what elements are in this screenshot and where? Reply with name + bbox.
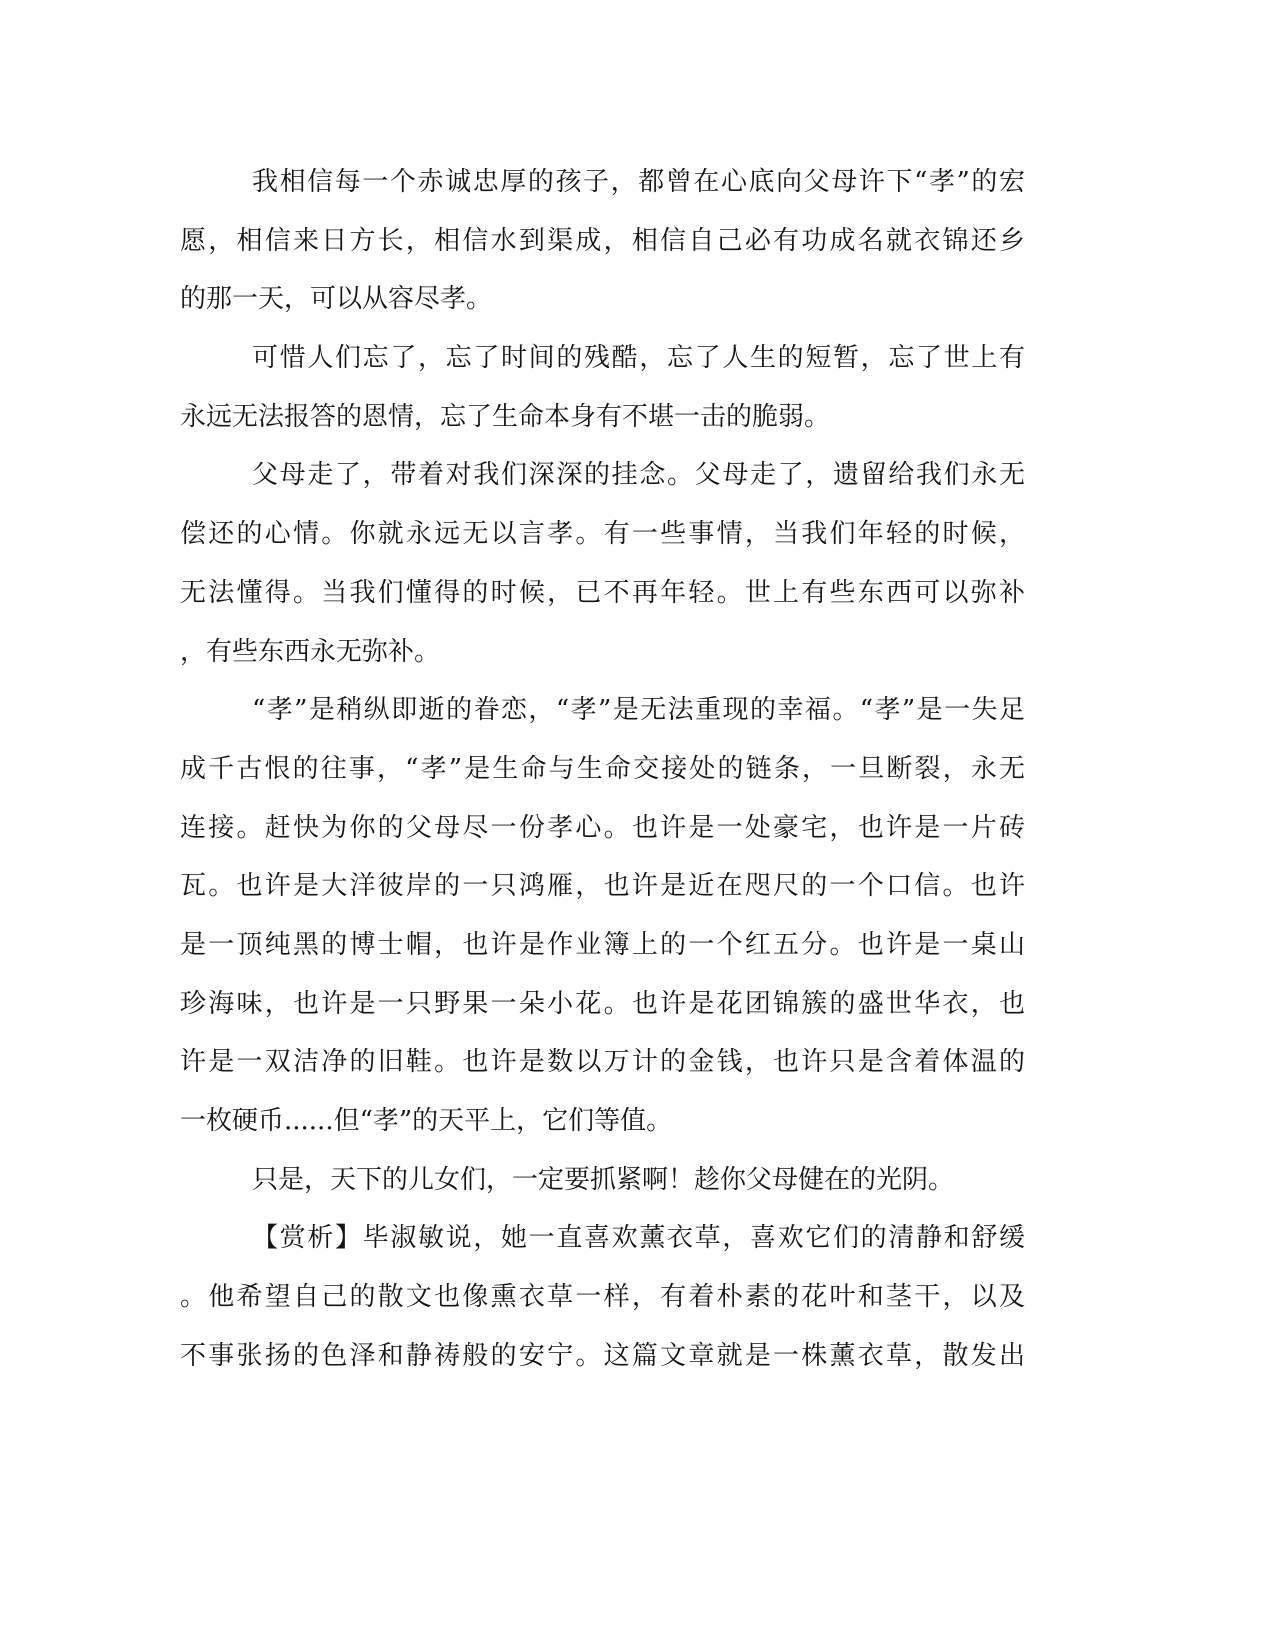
paragraph-1 [180, 153, 1025, 329]
paragraph-3 [180, 446, 1025, 681]
text-line: 父母走了，带着对我们深深的挂念。父母走了，遗留给我们永无 [252, 460, 1025, 491]
text-line: 的那一天，可以从容尽孝。 [180, 284, 493, 315]
text-line: 成千古恨的往事，“孝”是生命与生命交接处的链条，一旦断裂，永无 [180, 753, 1025, 784]
text-line: 瓦。也许是大洋彼岸的一只鸿雁，也许是近在咫尺的一个口信。也许 [180, 871, 1025, 902]
text-line: 永远无法报答的恩情，忘了生命本身有不堪一击的脆弱。 [180, 401, 831, 432]
text-line: 偿还的心情。你就永远无以言孝。有一些事情，当我们年轻的时候， [180, 519, 1025, 550]
text-line: 不事张扬的色泽和静祷般的安宁。这篇文章就是一株薰衣草，散发出 [180, 1340, 1025, 1371]
text-line: “孝”是稍纵即逝的眷恋，“孝”是无法重现的幸福。“孝”是一失足 [252, 695, 1025, 726]
text-line: 许是一双洁净的旧鞋。也许是数以万计的金钱，也许只是含着体温的 [180, 1047, 1025, 1078]
text-line: 只是，天下的儿女们，一定要抓紧啊！趁你父母健在的光阴。 [252, 1164, 955, 1195]
paragraph-2 [180, 329, 1025, 446]
text-line: 是一顶纯黑的博士帽，也许是作业簿上的一个红五分。也许是一桌山 [180, 929, 1025, 960]
text-line: 无法懂得。当我们懂得的时候，已不再年轻。世上有些东西可以弥补 [180, 577, 1025, 608]
text-line: 我相信每一个赤诚忠厚的孩子，都曾在心底向父母许下“孝”的宏 [252, 167, 1025, 197]
appreciation-paragraph [180, 1209, 1025, 1385]
document-body [180, 153, 1025, 1385]
text-line: 愿，相信来日方长，相信水到渠成，相信自己必有功成名就衣锦还乡 [180, 225, 1025, 256]
text-line: 珍海味，也许是一只野果一朵小花。也许是花团锦簇的盛世华衣，也 [180, 988, 1025, 1019]
text-line: 一枚硬币......但“孝”的天平上，它们等值。 [180, 1106, 673, 1136]
paragraph-4 [180, 681, 1025, 1151]
text-line: 连接。赶快为你的父母尽一份孝心。也许是一处豪宅，也许是一片砖 [180, 812, 1025, 843]
text-line: ，有些东西永无弥补。 [180, 636, 441, 667]
text-line: 【赏析】毕淑敏说，她一直喜欢薰衣草，喜欢它们的清静和舒缓 [252, 1223, 1025, 1254]
paragraph-5 [180, 1151, 1025, 1210]
text-line: 。他希望自己的散文也像熏衣草一样，有着朴素的花叶和茎干，以及 [180, 1282, 1025, 1313]
text-line: 可惜人们忘了，忘了时间的残酷，忘了人生的短暂，忘了世上有 [252, 343, 1025, 374]
